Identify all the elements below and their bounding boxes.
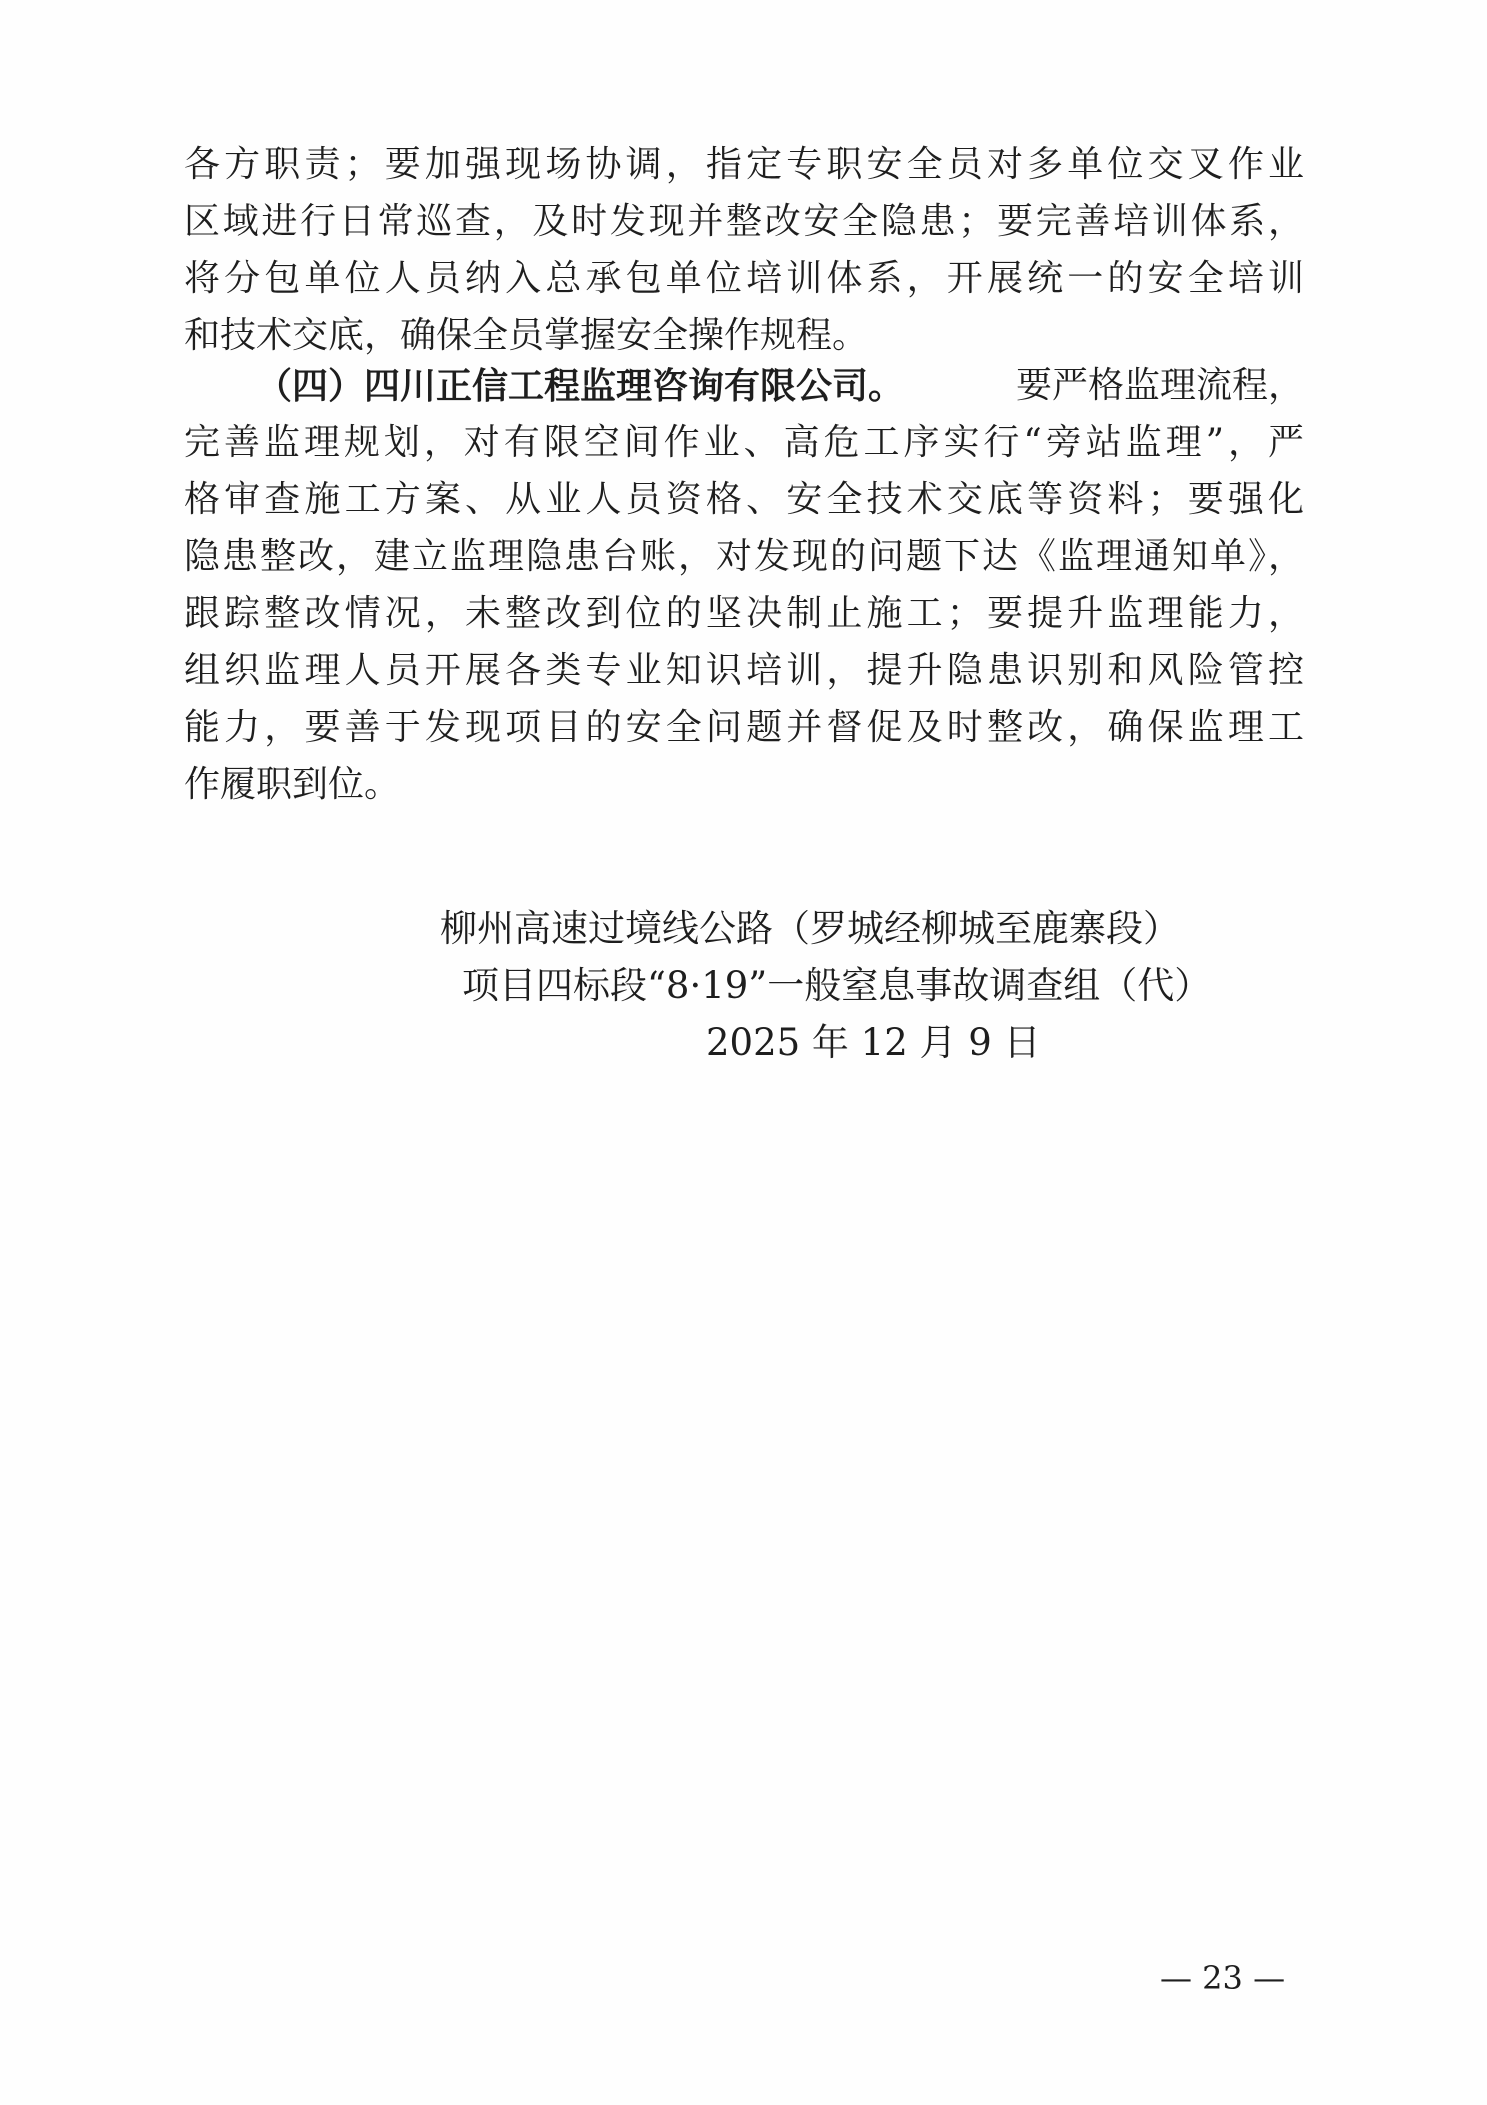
paragraph-line: 完善监理规划，对有限空间作业、高危工序实行“旁站监理”，严	[184, 422, 1304, 463]
paragraph-line: 组织监理人员开展各类专业知识培训，提升隐患识别和风险管控	[184, 650, 1304, 691]
signature-organization-line-1: 柳州高速过境线公路（罗城经柳城至鹿寨段）	[440, 907, 1180, 950]
paragraph-line: 隐患整改，建立监理隐患台账，对发现的问题下达《监理通知单》，	[184, 536, 1304, 577]
page-number: — 23 —	[1160, 1959, 1286, 1997]
paragraph-line: 各方职责；要加强现场协调，指定专职安全员对多单位交叉作业	[184, 144, 1304, 185]
section-heading: （四）四川正信工程监理咨询有限公司。	[256, 365, 905, 407]
paragraph-first-line	[256, 364, 1304, 408]
paragraph-line: 将分包单位人员纳入总承包单位培训体系，开展统一的安全培训	[184, 258, 1304, 299]
paragraph-line: 作履职到位。	[184, 764, 401, 805]
paragraph-line: 跟踪整改情况，未整改到位的坚决制止施工；要提升监理能力，	[184, 593, 1304, 634]
signature-date: 2025 年 12 月 9 日	[706, 1021, 1041, 1064]
paragraph-line: 格审查施工方案、从业人员资格、安全技术交底等资料；要强化	[184, 479, 1304, 520]
signature-organization-line-2: 项目四标段“8·19”一般窒息事故调查组（代）	[462, 964, 1212, 1007]
paragraph-line: 和技术交底，确保全员掌握安全操作规程。	[184, 315, 869, 356]
paragraph-line-rest: 要严格监理流程，	[1015, 365, 1304, 406]
paragraph-line: 区域进行日常巡查，及时发现并整改安全隐患；要完善培训体系，	[184, 201, 1304, 242]
paragraph-line: 能力，要善于发现项目的安全问题并督促及时整改，确保监理工	[184, 707, 1304, 748]
